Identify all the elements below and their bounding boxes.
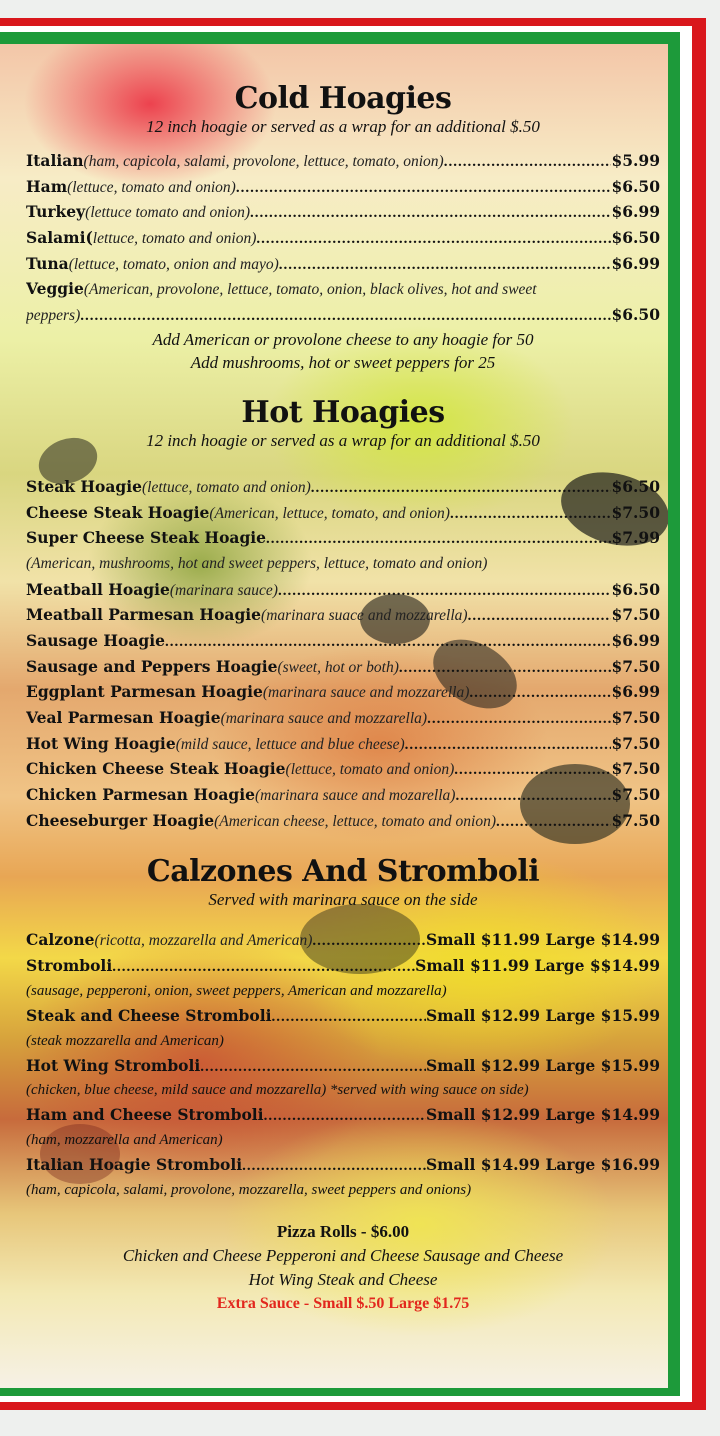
item-description: (marinara sauce and mozzarella) [220, 710, 428, 727]
menu-item [26, 953, 660, 979]
item-description: (marinara suace and mozzarella) [261, 607, 468, 625]
cold-hoagies-list [26, 148, 660, 276]
item-price: $7.99 [611, 528, 660, 548]
item-sub-description: (ham, mozzarella and American) [26, 1131, 223, 1148]
menu-item [26, 225, 660, 251]
menu-item [26, 474, 660, 500]
dot-leader [264, 1104, 426, 1128]
item-price: $6.50 [611, 579, 660, 599]
dot-leader [242, 1154, 426, 1178]
dot-leader [454, 758, 611, 782]
dot-leader [496, 810, 611, 834]
item-name: Veggie [26, 279, 84, 299]
item-description: (American, mushrooms, hot and sweet peppers, lettuce, tomato and onion) [26, 554, 488, 572]
item-description: lettuce, tomato and onion) [92, 230, 257, 248]
item-name: Cheese Steak Hoagie [26, 502, 210, 522]
item-description: (lettuce, tomato and onion) [67, 178, 236, 196]
menu-item [26, 577, 660, 603]
extra-sauce-note: Extra Sauce - Small $.50 Large $1.75 [216, 1294, 470, 1312]
item-name: Hot Wing Hoagie [26, 733, 176, 753]
item-price: $6.99 [611, 682, 660, 702]
pizza-rolls-line-2: Hot Wing Steak and Cheese [248, 1269, 438, 1289]
pizza-rolls-line-1: Chicken and Cheese Pepperoni and Cheese Sausage and Cheese [122, 1245, 564, 1265]
calzones-subtitle: Served with marinara sauce on the side [208, 890, 478, 910]
dot-leader [427, 707, 611, 731]
item-sub-description: (steak mozzarella and American) [26, 1032, 224, 1049]
item-description: (marinara sauce) [169, 581, 278, 599]
hot-hoagies-list-2 [26, 577, 660, 834]
dot-leader [444, 150, 612, 174]
item-price: Small $12.99 Large $15.99 [425, 1055, 660, 1075]
item-description: (sweet, hot or both) [277, 658, 399, 676]
item-price: $7.50 [611, 605, 660, 625]
dot-leader [250, 201, 611, 225]
item-description: (lettuce tomato and onion) [85, 204, 251, 222]
item-description: (lettuce, tomato, onion and mayo) [68, 255, 279, 273]
item-name: Calzone [26, 930, 95, 950]
item-price: $5.99 [611, 151, 660, 170]
dot-leader [468, 604, 612, 628]
item-name: Chicken Cheese Steak Hoagie [26, 759, 286, 779]
menu-panel [0, 44, 668, 1388]
item-name: Tuna [26, 253, 69, 273]
menu-item [26, 731, 660, 757]
menu-item [26, 602, 660, 628]
menu-item [26, 927, 660, 953]
menu-item [26, 500, 660, 526]
menu-item [26, 525, 660, 551]
item-price: $7.50 [611, 733, 660, 753]
pizza-rolls-title: Pizza Rolls - $6.00 [276, 1221, 410, 1241]
item-price: $7.50 [611, 810, 660, 830]
item-price: $6.50 [611, 476, 660, 496]
menu-content [26, 44, 660, 1316]
dot-leader [236, 176, 612, 200]
item-price: $6.50 [611, 228, 660, 248]
dot-leader [112, 955, 415, 979]
menu-item [26, 1053, 660, 1079]
menu-item [26, 148, 660, 174]
item-price: $7.50 [611, 785, 660, 805]
item-name: Italian Hoagie Stromboli [26, 1154, 243, 1174]
calzones-list [26, 927, 660, 1201]
menu-item [26, 654, 660, 680]
item-price: Small $12.99 Large $15.99 [425, 1005, 660, 1025]
item-sub-description: (ham, capicola, salami, provolone, mozzarella, sweet peppers and onions) [26, 1181, 472, 1198]
hot-hoagies-title: Hot Hoagies [241, 394, 445, 430]
dot-leader [256, 227, 611, 251]
item-price: $7.50 [611, 708, 660, 727]
menu-item [26, 679, 660, 705]
dot-leader [80, 304, 611, 328]
cold-hoagies-title: Cold Hoagies [234, 81, 452, 116]
calzones-title: Calzones And Stromboli [146, 854, 540, 890]
item-name: Stromboli [26, 956, 113, 976]
hot-hoagies-subtitle: 12 inch hoagie or served as a wrap for an additional $.50 [146, 430, 540, 450]
item-description: peppers) [26, 307, 81, 325]
menu-item [26, 251, 660, 277]
dot-leader [455, 784, 611, 808]
menu-item [26, 276, 660, 302]
dot-leader [469, 681, 611, 705]
item-description: (American cheese, lettuce, tomato and onion) [214, 812, 497, 830]
menu-item [26, 1003, 660, 1029]
dot-leader [165, 630, 611, 654]
menu-item [26, 705, 660, 731]
item-description: (lettuce, tomato and onion) [142, 478, 311, 496]
cold-note-cheese: Add American or provolone cheese to any hoagie for 50 [152, 329, 534, 349]
dot-leader [278, 579, 612, 603]
menu-item [26, 628, 660, 654]
item-description: (American, provolone, lettuce, tomato, onion, black olives, hot and sweet [83, 281, 537, 299]
item-name: Meatball Hoagie [26, 579, 170, 599]
item-name: Eggplant Parmesan Hoagie [26, 682, 263, 702]
menu-item [26, 1152, 660, 1178]
dot-leader [271, 1005, 425, 1029]
item-sub-description: (sausage, pepperoni, onion, sweet peppers, American and mozzarella) [26, 982, 447, 999]
item-description: (ham, capicola, salami, provolone, lettuce, tomato, onion) [83, 153, 444, 170]
item-description: (lettuce, tomato and onion) [285, 761, 455, 779]
menu-item [26, 174, 660, 200]
item-name: Steak Hoagie [26, 476, 143, 496]
item-price: $7.50 [611, 502, 660, 522]
item-price: $6.50 [611, 305, 660, 325]
menu-item [26, 808, 660, 834]
item-name: Turkey [26, 202, 86, 222]
dot-leader [279, 253, 612, 277]
item-name: Sausage and Peppers Hoagie [26, 656, 278, 676]
item-name: Hot Wing Stromboli [26, 1055, 201, 1075]
item-price: $7.50 [611, 759, 660, 779]
menu-item [26, 199, 660, 225]
cold-hoagies-subtitle: 12 inch hoagie or served as a wrap for an additional $.50 [146, 117, 540, 136]
menu-item-continued [26, 302, 660, 328]
item-description: (marinara sauce and mozzarella) [262, 684, 470, 702]
item-price: $6.50 [611, 176, 660, 196]
item-name: Chicken Parmesan Hoagie [26, 785, 255, 805]
item-description-line [26, 551, 660, 577]
item-description: (mild sauce, lettuce and blue cheese) [175, 735, 405, 753]
item-price: Small $11.99 Large $14.99 [425, 930, 660, 950]
item-description: (marinara sauce and mozarella) [254, 787, 456, 805]
dot-leader [312, 929, 426, 953]
item-price: Small $11.99 Large $$14.99 [415, 956, 660, 976]
item-name: Sausage Hoagie [26, 630, 165, 650]
item-price: Small $12.99 Large $14.99 [425, 1105, 660, 1125]
item-description: (American, lettuce, tomato, and onion) [209, 504, 450, 522]
item-name: Salami( [26, 228, 93, 248]
cold-note-peppers: Add mushrooms, hot or sweet peppers for 25 [190, 352, 496, 372]
dot-leader [405, 733, 612, 757]
item-price: $6.99 [611, 630, 660, 650]
item-price: Small $14.99 Large $16.99 [425, 1154, 660, 1174]
menu-item [26, 1102, 660, 1128]
item-sub-description: (chicken, blue cheese, mild sauce and mozzarella) *served with wing sauce on side) [26, 1082, 529, 1099]
menu-item [26, 756, 660, 782]
dot-leader [266, 527, 611, 551]
item-name: Steak and Cheese Stromboli [26, 1005, 272, 1025]
item-name: Super Cheese Steak Hoagie [26, 528, 267, 548]
item-name: Cheeseburger Hoagie [26, 810, 215, 830]
item-name: Italian [26, 151, 84, 170]
item-price: $6.99 [611, 253, 660, 273]
item-name: Meatball Parmesan Hoagie [26, 605, 262, 625]
item-name: Ham and Cheese Stromboli [26, 1105, 264, 1125]
item-name: Ham [26, 176, 68, 196]
dot-leader [200, 1055, 426, 1079]
item-price: $7.50 [611, 656, 660, 676]
dot-leader [450, 502, 611, 526]
menu-item [26, 782, 660, 808]
item-name: Veal Parmesan Hoagie [26, 708, 221, 727]
dot-leader [399, 656, 612, 680]
dot-leader [311, 476, 612, 500]
item-description: (ricotta, mozzarella and American) [94, 932, 313, 950]
item-price: $6.99 [611, 202, 660, 222]
hot-hoagies-list [26, 474, 660, 551]
